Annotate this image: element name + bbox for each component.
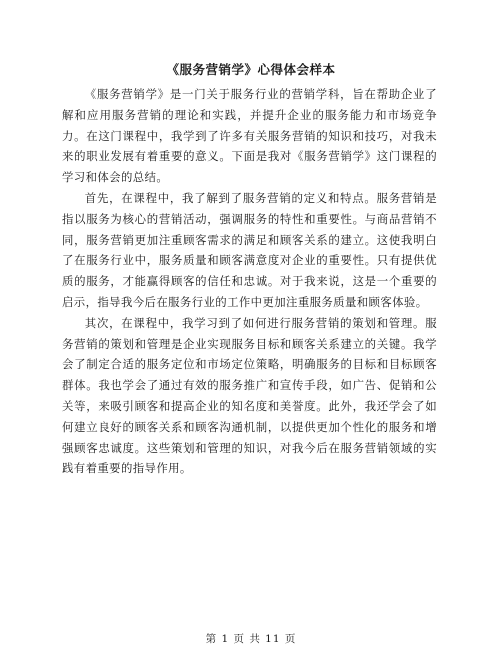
document-body (62, 84, 437, 479)
paragraph-first-point: 首先，在课程中，我了解到了服务营销的定义和特点。服务营销是指以服务为核心的营销活动，强调服务的特性和重要性。与商品营销不同，服务营销更加注重顾客需求的满足和顾客关系的建立。这使我明白了在服务行业中，服务质量和顾客满意度对企业的重要性。只有提供优质的服务，才能赢得顾客的信任和忠诚。对于我来说，这是一个重要的启示，指导我今后在服务行业的工作中更加注重服务质量和顾客体验。 (62, 190, 437, 309)
paragraph-second-point: 其次，在课程中，我学习到了如何进行服务营销的策划和管理。服务营销的策划和管理是企业实现服务目标和顾客关系建立的关键。我学会了制定合适的服务定位和市场定位策略，明确服务的目标和目标顾客群体。我也学会了通过有效的服务推广和宣传手段，如广告、促销和公关等，来吸引顾客和提高企业的知名度和美誉度。此外，我还学会了如何建立良好的顾客关系和顾客沟通机制，以提供更加个性化的服务和增强顾客忠诚度。这些策划和管理的知识，对我今后在服务营销领域的实践有着重要的指导作用。 (62, 315, 437, 476)
document-title: 《服务营销学》心得体会样本 (166, 62, 336, 77)
paragraph-intro: 《服务营销学》是一门关于服务行业的营销学科，旨在帮助企业了解和应用服务营销的理论和实践，并提升企业的服务能力和市场竞争力。在这门课程中，我学到了许多有关服务营销的知识和技巧，对我未来的职业发展有着重要的意义。下面是我对《服务营销学》这门课程的学习和体会的总结。 (62, 87, 437, 185)
page-footer: 第 1 页 共 11 页 (205, 633, 297, 645)
